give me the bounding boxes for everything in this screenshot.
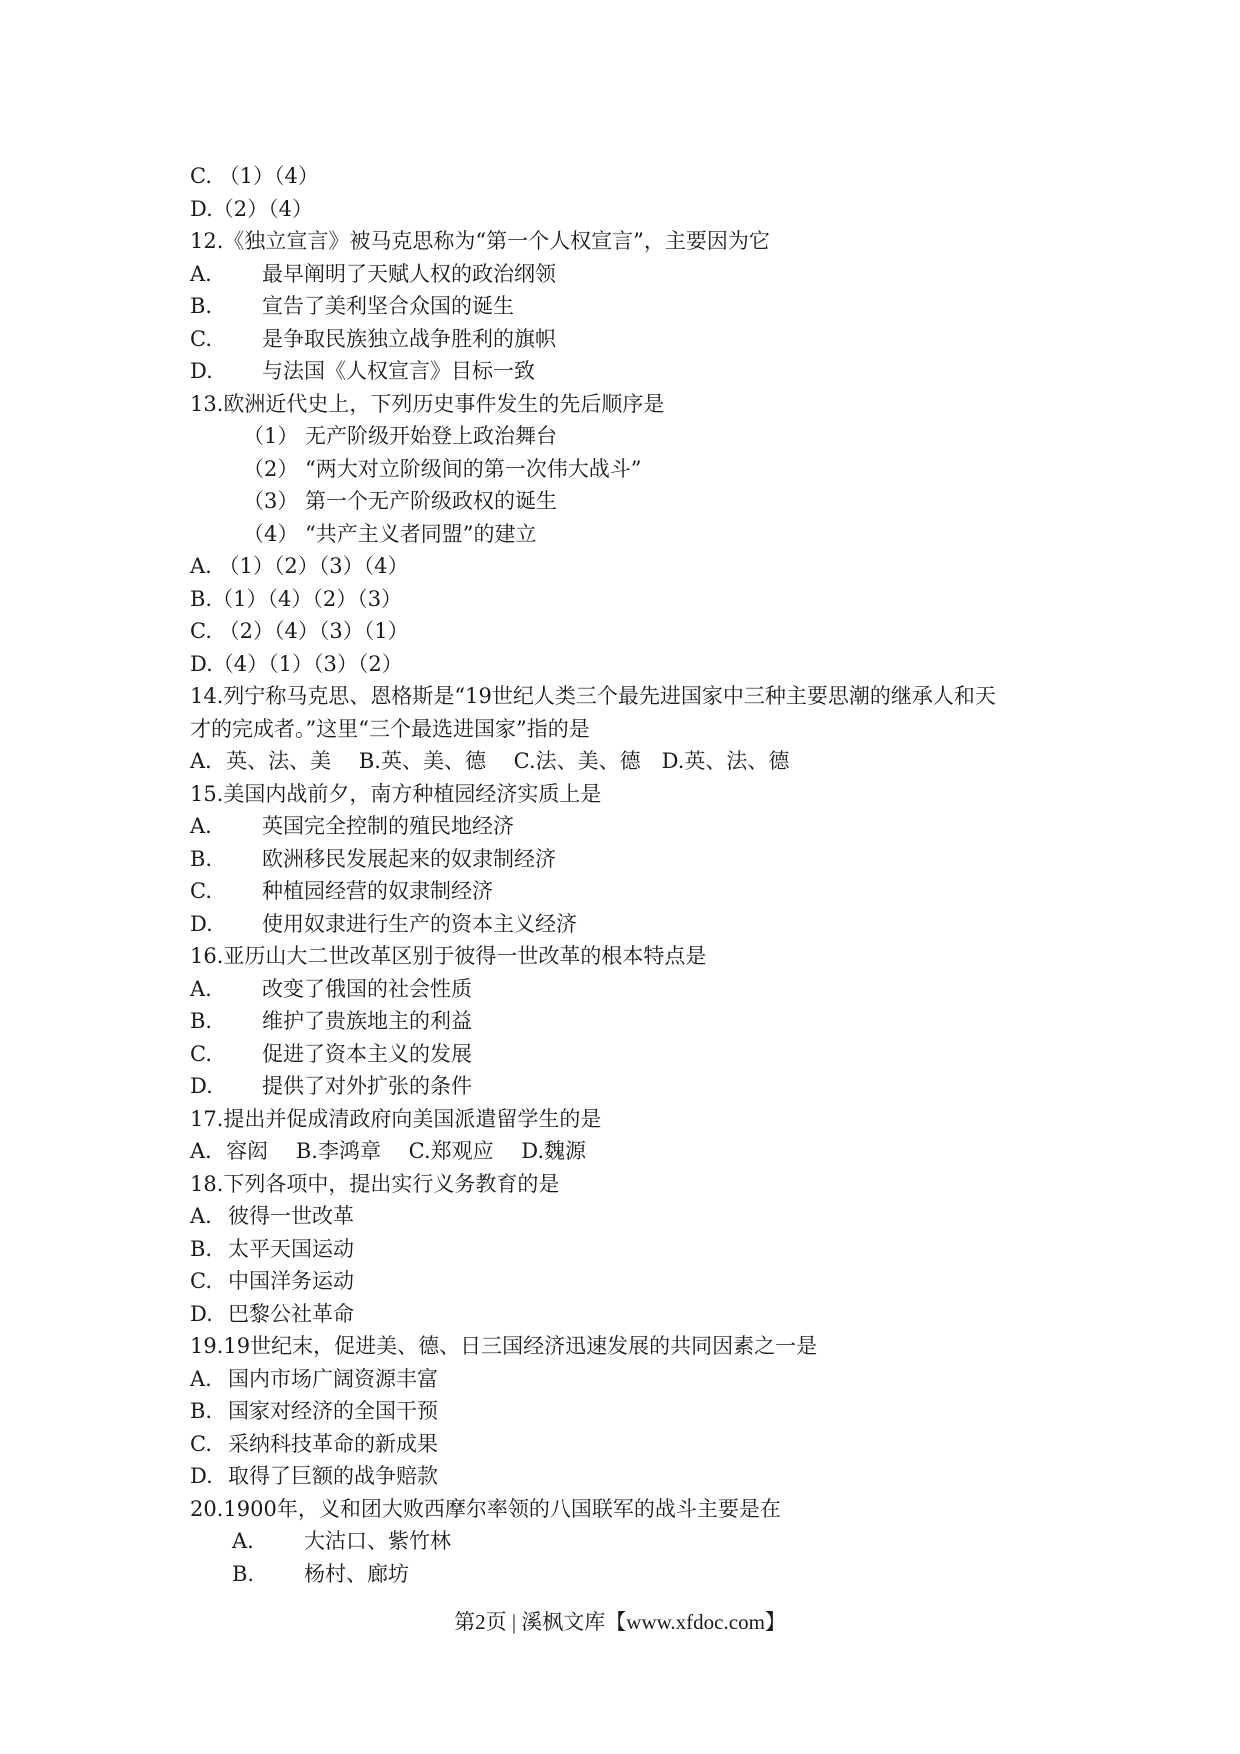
option-label: A. xyxy=(190,262,212,286)
option-line xyxy=(190,359,535,383)
option-label: B. xyxy=(190,1399,213,1423)
option-label: A. xyxy=(190,554,212,578)
option-label: B. xyxy=(232,1562,255,1586)
option-label: A. xyxy=(190,814,212,838)
option-line xyxy=(190,1042,472,1066)
option-label: C. xyxy=(190,1432,212,1456)
question-16: 16.亚历山大二世改革区别于彼得一世改革的根本特点是 xyxy=(190,944,707,968)
option-text: 巴黎公社革命 xyxy=(228,1302,354,1326)
option-text: 是争取民族独立战争胜利的旗帜 xyxy=(262,327,556,351)
option-line xyxy=(190,1237,354,1261)
option-label: C. xyxy=(190,1042,212,1066)
option-line xyxy=(190,1367,438,1391)
event-line xyxy=(243,522,536,546)
option-text: 英国完全控制的殖民地经济 xyxy=(262,814,514,838)
option-text: 彼得一世改革 xyxy=(228,1204,354,1228)
option-label: D. xyxy=(190,1464,213,1488)
option-text: （2）（4） xyxy=(212,197,313,221)
option-text: （2）（4）（3）（1） xyxy=(218,619,409,643)
option-label: A. xyxy=(232,1529,254,1553)
event-text: 第一个无产阶级政权的诞生 xyxy=(305,489,557,513)
option-line xyxy=(190,197,313,221)
option-label: B. xyxy=(190,847,213,871)
question-13: 13.欧洲近代史上，下列历史事件发生的先后顺序是 xyxy=(190,392,665,416)
option-text: 与法国《人权宣言》目标一致 xyxy=(262,359,535,383)
option-line xyxy=(190,554,408,578)
event-label: （4） xyxy=(243,522,299,546)
question-15: 15.美国内战前夕，南方种植园经济实质上是 xyxy=(190,782,602,806)
option-label: B. xyxy=(190,1009,213,1033)
option-line xyxy=(190,847,556,871)
option-line xyxy=(190,587,402,611)
option-line xyxy=(190,1009,472,1033)
event-line xyxy=(243,424,557,448)
option-line xyxy=(190,652,403,676)
option-text: 改变了俄国的社会性质 xyxy=(262,977,472,1001)
option-text: 大沽口、紫竹林 xyxy=(304,1529,451,1553)
option-line xyxy=(190,327,556,351)
option-line xyxy=(190,1399,438,1423)
option-text: 太平天国运动 xyxy=(228,1237,354,1261)
option-text: 维护了贵族地主的利益 xyxy=(262,1009,472,1033)
event-label: （3） xyxy=(243,489,299,513)
option-text: （1）（4） xyxy=(218,164,319,188)
option-line xyxy=(190,977,472,1001)
option-text: 欧洲移民发展起来的奴隶制经济 xyxy=(262,847,556,871)
option-line xyxy=(190,294,514,318)
option-line xyxy=(190,164,319,188)
option-text: 采纳科技革命的新成果 xyxy=(228,1432,438,1456)
event-text: 无产阶级开始登上政治舞台 xyxy=(305,424,557,448)
option-text: 国内市场广阔资源丰富 xyxy=(228,1367,438,1391)
page-footer: 第2页 | 溪枫文库【www.xfdoc.com】 xyxy=(454,1610,786,1634)
option-text: 种植园经营的奴隶制经济 xyxy=(262,879,493,903)
option-text: （1）（2）（3）（4） xyxy=(218,554,409,578)
option-label: A. xyxy=(190,1367,212,1391)
option-label: D. xyxy=(190,652,213,676)
option-text: 取得了巨额的战争赔款 xyxy=(228,1464,438,1488)
question-20: 20.1900年，义和团大败西摩尔率领的八国联军的战斗主要是在 xyxy=(190,1497,781,1521)
option-text: 国家对经济的全国干预 xyxy=(228,1399,438,1423)
option-label: C. xyxy=(190,164,212,188)
option-line xyxy=(190,619,409,643)
event-line xyxy=(243,457,641,481)
question-12: 12.《独立宣言》被马克思称为“第一个人权宣言”，主要因为它 xyxy=(190,229,770,253)
option-text: 杨村、廊坊 xyxy=(304,1562,409,1586)
option-label: A. xyxy=(190,977,212,1001)
option-text: 中国洋务运动 xyxy=(228,1269,354,1293)
option-line xyxy=(190,1464,438,1488)
options-inline: A．容闳 B.李鸿章 C.郑观应 D.魏源 xyxy=(190,1139,587,1163)
option-label: D. xyxy=(190,359,213,383)
option-line xyxy=(190,879,493,903)
option-line xyxy=(232,1529,451,1553)
option-label: C. xyxy=(190,327,212,351)
option-label: D. xyxy=(190,197,213,221)
question-17: 17.提出并促成清政府向美国派遣留学生的是 xyxy=(190,1107,602,1131)
option-label: B. xyxy=(190,294,213,318)
event-label: （2） xyxy=(243,457,299,481)
option-label: C. xyxy=(190,879,212,903)
option-text: 宣告了美利坚合众国的诞生 xyxy=(262,294,514,318)
option-text: （1）（4）（2）（3） xyxy=(212,587,403,611)
question-14: 14.列宁称马克思、恩格斯是“19世纪人类三个最先进国家中三种主要思潮的继承人和天 xyxy=(190,684,996,708)
option-label: D. xyxy=(190,1074,213,1098)
option-line xyxy=(190,912,577,936)
option-line xyxy=(190,262,556,286)
option-line xyxy=(190,1204,354,1228)
options-inline: A．英、法、美 B.英、美、德 C.法、美、德 D.英、法、德 xyxy=(190,749,790,773)
option-line xyxy=(190,814,514,838)
question-14-cont: 才的完成者。”这里“三个最选进国家”指的是 xyxy=(190,717,590,741)
question-19: 19.19世纪末，促进美、德、日三国经济迅速发展的共同因素之一是 xyxy=(190,1334,818,1358)
option-label: D. xyxy=(190,1302,213,1326)
option-label: D. xyxy=(190,912,213,936)
question-18: 18.下列各项中，提出实行义务教育的是 xyxy=(190,1172,560,1196)
event-text: “两大对立阶级间的第一次伟大战斗” xyxy=(305,457,642,481)
event-text: “共产主义者同盟”的建立 xyxy=(305,522,537,546)
option-label: C. xyxy=(190,619,212,643)
option-line xyxy=(190,1269,354,1293)
option-text: （4）（1）（3）（2） xyxy=(212,652,403,676)
option-line xyxy=(190,1302,354,1326)
option-line xyxy=(232,1562,409,1586)
option-label: B. xyxy=(190,587,213,611)
event-label: （1） xyxy=(243,424,299,448)
option-label: A. xyxy=(190,1204,212,1228)
option-line xyxy=(190,1432,438,1456)
option-text: 提供了对外扩张的条件 xyxy=(262,1074,472,1098)
option-text: 促进了资本主义的发展 xyxy=(262,1042,472,1066)
option-text: 使用奴隶进行生产的资本主义经济 xyxy=(262,912,577,936)
option-label: C. xyxy=(190,1269,212,1293)
option-text: 最早阐明了天赋人权的政治纲领 xyxy=(262,262,556,286)
option-label: B. xyxy=(190,1237,213,1261)
option-line xyxy=(190,1074,472,1098)
event-line xyxy=(243,489,557,513)
